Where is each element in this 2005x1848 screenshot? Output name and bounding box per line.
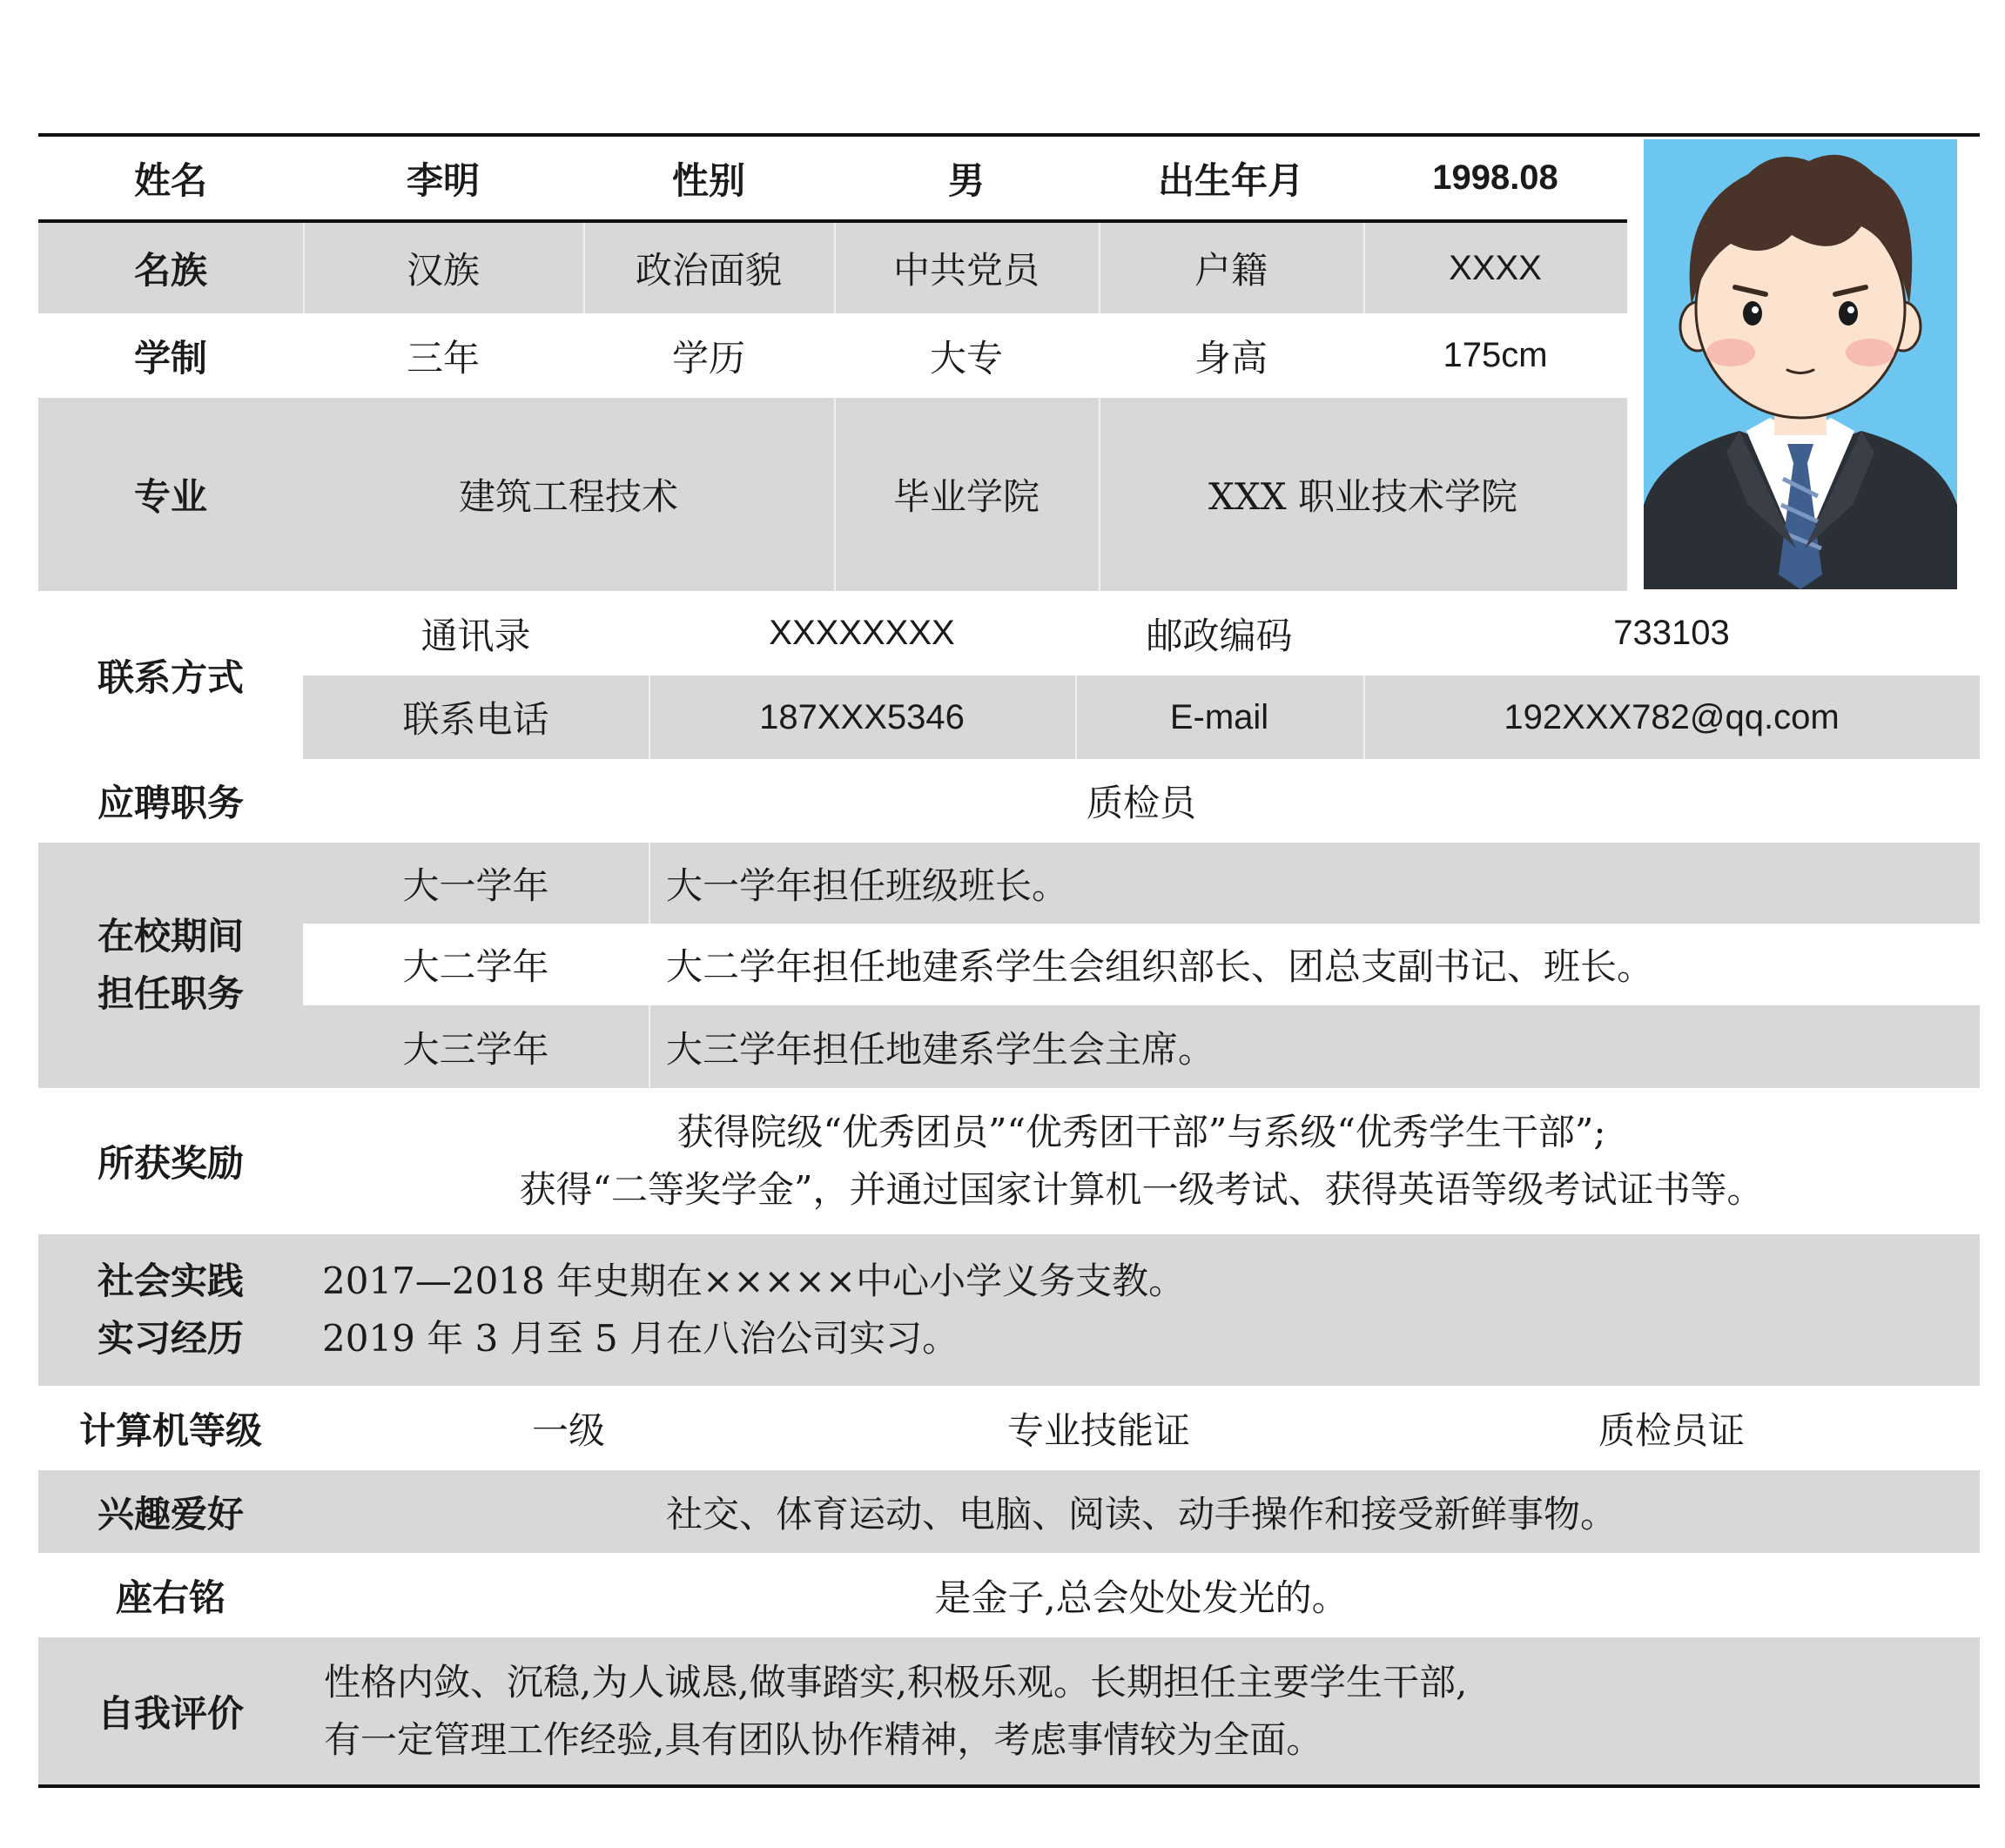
awards-text [303, 1088, 1980, 1234]
practice-text [322, 1234, 1959, 1386]
postcode-value: 733103 [1613, 614, 1730, 652]
height-value: 175cm [1443, 336, 1548, 374]
awards-label: 所获奖励 [97, 1142, 244, 1185]
height-label: 身高 [1194, 336, 1268, 380]
address-label: 通讯录 [421, 614, 531, 657]
education-value: 大专 [929, 336, 1003, 380]
email-label: E-mail [1169, 697, 1269, 736]
politics-label: 政治面貌 [635, 249, 782, 292]
address-value: XXXXXXXX [769, 614, 955, 652]
school-roles-label [38, 843, 303, 1088]
hukou-value: XXXX [1449, 248, 1542, 287]
postcode-label: 邮政编码 [1146, 614, 1293, 657]
school-roles-label-line1: 在校期间 [97, 915, 244, 958]
phone-value: 187XXX5346 [759, 697, 965, 736]
schooling-label: 学制 [133, 336, 207, 380]
motto-value: 是金子,总会处处发光的。 [934, 1576, 1349, 1619]
school-roles-label-line2: 担任职务 [97, 972, 244, 1015]
cell-divider [649, 1005, 650, 1088]
self-eval-line2: 有一定管理工作经验,具有团队协作精神，考虑事情较为全面。 [324, 1717, 1323, 1761]
college-label: 毕业学院 [892, 475, 1040, 518]
practice-label-line1: 社会实践 [97, 1260, 244, 1302]
role-year-3: 大三学年 [402, 1027, 549, 1071]
role-desc-2: 大二学年担任地建系学生会组织部长、团总支副书记、班长。 [666, 945, 1654, 988]
awards-line1: 获得院级“优秀团员”“优秀团干部”与系级“优秀学生干部”; [676, 1111, 1606, 1153]
hobby-value: 社交、体育运动、电脑、阅读、动手操作和接受新鲜事物。 [665, 1492, 1617, 1536]
self-eval-line1: 性格内敛、沉稳,为人诚恳,做事踏实,积极乐观。长期担任主要学生干部, [324, 1660, 1468, 1704]
name-value: 李明 [406, 158, 480, 202]
role-desc-3: 大三学年担任地建系学生会主席。 [666, 1027, 1215, 1071]
self-eval-text [324, 1637, 1961, 1784]
practice-line2: 2019 年 3 月至 5 月在八治公司实习。 [322, 1317, 959, 1360]
ethnic-value: 汉族 [406, 249, 480, 292]
cell-divider [649, 843, 650, 924]
cert-label: 专业技能证 [1006, 1408, 1190, 1452]
avatar-cartoon-boy-icon [1644, 139, 1957, 589]
email-value: 192XXX782@qq.com [1504, 697, 1840, 736]
computer-value: 一级 [531, 1408, 605, 1452]
college-value: XXX 职业技术学院 [1208, 475, 1518, 518]
major-label: 专业 [133, 475, 207, 518]
role-desc-1: 大一学年担任班级班长。 [666, 864, 1069, 907]
phone-label: 联系电话 [402, 698, 549, 741]
schooling-value: 三年 [406, 336, 480, 380]
job-label: 应聘职务 [97, 782, 244, 824]
practice-line1: 2017—2018 年史期在×××××中心小学义务支教。 [322, 1260, 1186, 1302]
hukou-label: 户籍 [1194, 249, 1268, 292]
contact-label: 联系方式 [97, 655, 244, 699]
motto-label: 座右铭 [115, 1576, 225, 1619]
computer-label: 计算机等级 [78, 1408, 262, 1452]
birth-label: 出生年月 [1157, 158, 1304, 202]
gender-label: 性别 [671, 158, 745, 202]
self-eval-label: 自我评价 [97, 1691, 244, 1735]
politics-value: 中共党员 [892, 249, 1040, 292]
cert-value: 质检员证 [1598, 1408, 1745, 1452]
ethnic-label: 名族 [133, 249, 207, 292]
birth-value: 1998.08 [1432, 158, 1558, 197]
practice-label [38, 1234, 303, 1386]
bottom-rule [38, 1784, 1980, 1788]
role-year-1: 大一学年 [402, 864, 549, 907]
education-label: 学历 [671, 336, 745, 380]
awards-line2: 获得“二等奖学金”，并通过国家计算机一级考试、获得英语等级考试证书等。 [519, 1168, 1764, 1211]
practice-label-line2: 实习经历 [97, 1317, 244, 1360]
job-value: 质检员 [1086, 782, 1196, 824]
gender-value: 男 [947, 158, 985, 202]
avatar-photo [1644, 139, 1957, 589]
role-year-2: 大二学年 [402, 945, 549, 988]
hobby-label: 兴趣爱好 [97, 1492, 244, 1536]
major-value: 建筑工程技术 [458, 475, 678, 518]
name-label: 姓名 [133, 158, 207, 202]
